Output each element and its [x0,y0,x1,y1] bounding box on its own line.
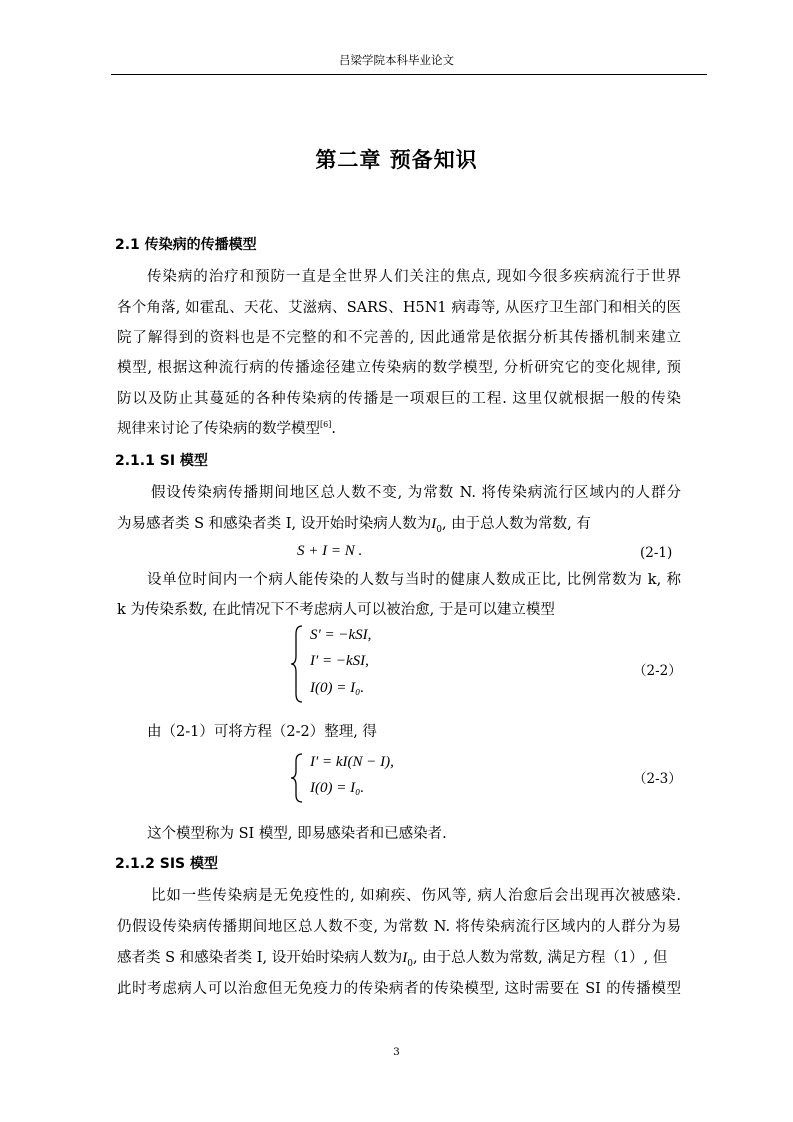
equation-line: I′ = kI(N − I), [310,754,394,770]
equation-line: I′ = −kSI, [310,653,369,669]
paragraph-line: 各个角落, 如霍乱、天花、艾滋病、SARS、H5N1 病毒等, 从医疗卫生部门和相关的医 [117,300,681,316]
paragraph-line: 模型, 根据这种流行病的传播途径建立传染病的数学模型, 分析研究它的变化规律, 预 [117,360,681,376]
math-subscript: 0 [436,524,442,535]
section-heading-2-1-1: 2.1.1 SI 模型 [115,453,208,469]
paragraph-line: 设单位时间内一个病人能传染的人数与当时的健康人数成正比, 比例常数为 k, 称 [147,572,681,588]
citation-ref: [6] [320,420,332,430]
paragraph-line: 由（2-1）可将方程（2-2）整理, 得 [147,724,377,740]
equation-2-1: S + I = N . [297,543,363,559]
header-rule [111,74,707,75]
math-variable: I [402,950,408,966]
paragraph-line [117,417,336,438]
paragraph-text: 规律来讨论了传染病的数学模型 [117,421,320,437]
paragraph-line: k 为传染系数, 在此情况下不考虑病人可以被治愈, 于是可以建立模型 [117,602,555,618]
equation-line: I(0) = I₀. [310,780,365,796]
section-heading-2-1: 2.1 传染病的传播模型 [115,237,257,253]
equation-line: S′ = −kSI, [310,627,372,643]
paragraph-line [117,946,667,969]
section-heading-2-1-2: 2.1.2 SIS 模型 [115,856,218,872]
equation-line: I(0) = I₀. [310,680,365,696]
chapter-title: 第二章 预备知识 [315,148,478,172]
equation-number: （2-3） [633,771,682,787]
paragraph-line: 传染病的治疗和预防一直是全世界人们关注的焦点, 现如今很多疾病流行于世界 [147,269,681,285]
math-variable: I [431,516,437,532]
paragraph-line: 防以及防止其蔓延的各种传染病的传播是一项艰巨的工程. 这里仅就根据一般的传染 [117,391,681,407]
paragraph-text: , 由于总人数为常数, 有 [441,516,591,532]
paragraph-text: . [331,421,336,437]
equation-number: （2-2） [633,663,682,679]
paragraph-line: 此时考虑病人可以治愈但无免疫力的传染病者的传染模型, 这时需要在 SI 的传播模型 [117,981,681,997]
running-header: 吕梁学院本科毕业论文 [339,53,454,67]
left-brace-icon [290,624,304,704]
paragraph-line: 仍假设传染病传播期间地区总人数不变, 为常数 N. 将传染病流行区域内的人群分为易 [117,919,681,935]
math-subscript: 0 [407,958,413,969]
left-brace-icon [290,752,304,804]
paragraph-text: 感者类 S 和感染者类 I, 设开始时染病人数为 [117,950,403,966]
paragraph-line: 假设传染病传播期间地区总人数不变, 为常数 N. 将传染病流行区域内的人群分 [151,485,681,501]
paragraph-line: 这个模型称为 SI 模型, 即易感染者和已感染者. [147,826,447,842]
paragraph-text: 为易感者类 S 和感染者类 I, 设开始时染病人数为 [117,516,432,532]
page-number: 3 [393,1046,400,1058]
paragraph-line: 比如一些传染病是无免疫性的, 如痢疾、伤风等, 病人治愈后会出现再次被感染. [151,888,681,904]
paragraph-line: 院了解得到的资料也是不完整的和不完善的, 因此通常是依据分析其传播机制来建立 [117,330,681,346]
paragraph-text: , 由于总人数为常数, 满足方程（1）, 但 [412,950,668,966]
equation-number: (2-1) [640,545,673,561]
paragraph-line [117,512,591,535]
